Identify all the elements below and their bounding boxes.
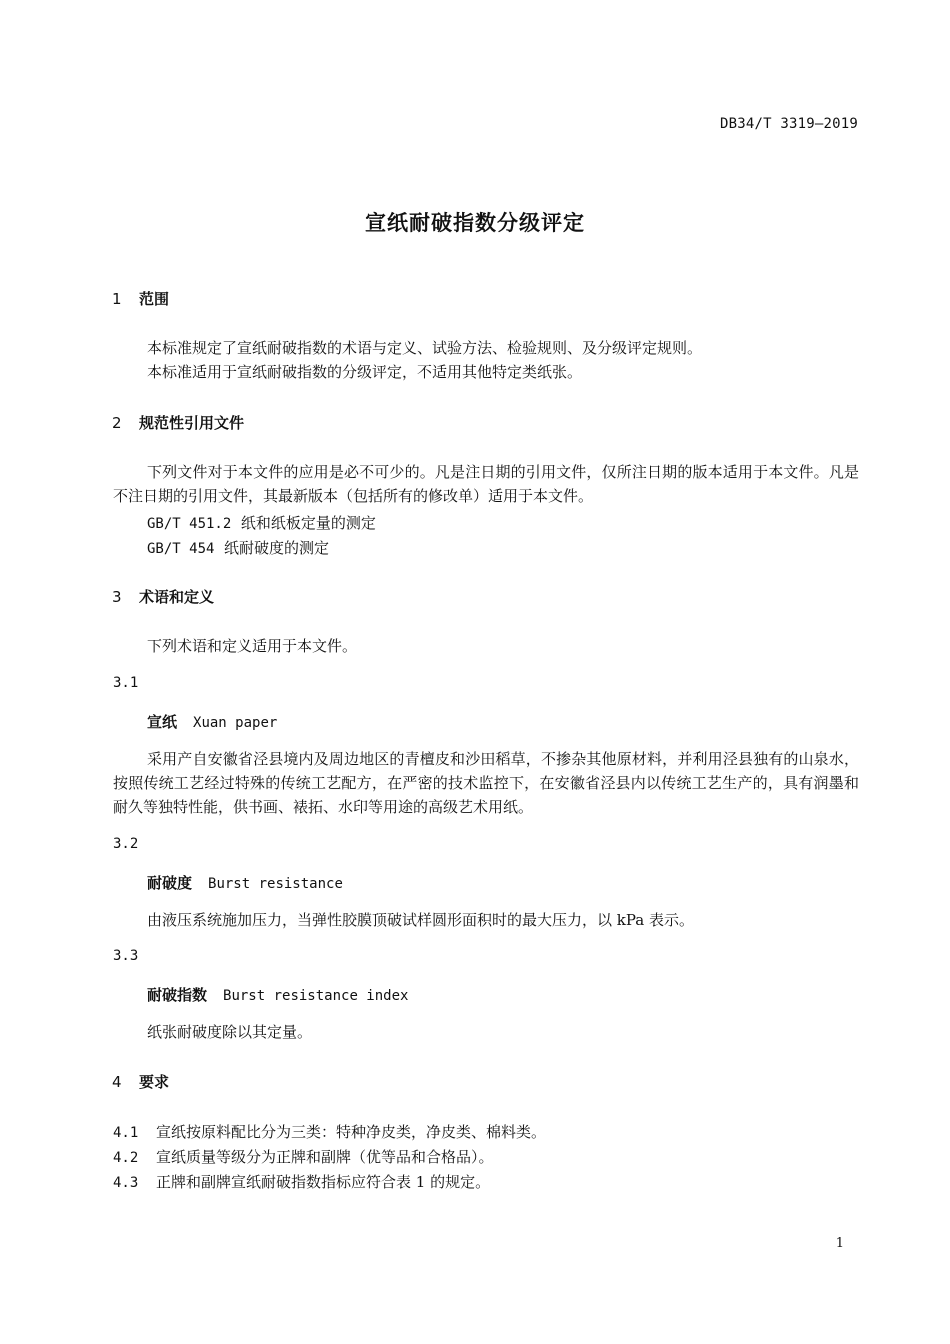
requirement-text: 正牌和副牌宣纸耐破指数指标应符合表 1 的规定。 (156, 1173, 491, 1191)
section-1-paragraph-2: 本标准适用于宣纸耐破指数的分级评定，不适用其他特定类纸张。 (147, 363, 583, 381)
term-definition: 由液压系统施加压力，当弹性胶膜顶破试样圆形面积时的最大压力，以 kPa 表示。 (147, 911, 694, 929)
section-1-heading (112, 288, 169, 309)
term-english: Burst resistance index (223, 988, 409, 1004)
section-number: 2 (112, 414, 122, 432)
term-number: 3.2 (113, 836, 139, 852)
reference-name: 纸和纸板定量的测定 (240, 514, 376, 532)
requirement-item (113, 1121, 546, 1142)
requirement-item (113, 1171, 490, 1192)
section-title: 范围 (139, 290, 170, 308)
term-english: Xuan paper (193, 715, 278, 731)
document-title: 宣纸耐破指数分级评定 (365, 211, 585, 235)
reference-item (147, 537, 329, 558)
term-heading (147, 984, 408, 1005)
reference-code: GB/T 451.2 (147, 516, 232, 532)
section-number: 1 (112, 290, 122, 308)
section-3-paragraph-1: 下列术语和定义适用于本文件。 (147, 637, 358, 655)
term-chinese: 宣纸 (147, 713, 178, 731)
term-definition: 纸张耐破度除以其定量。 (147, 1023, 313, 1041)
requirement-number: 4.2 (113, 1150, 139, 1166)
term-heading (147, 711, 277, 732)
term-chinese: 耐破指数 (147, 986, 208, 1004)
section-number: 4 (112, 1073, 122, 1091)
term-heading (147, 872, 343, 893)
section-2-heading (112, 412, 244, 433)
term-number: 3.1 (113, 675, 139, 691)
requirement-number: 4.1 (113, 1125, 139, 1141)
reference-name: 纸耐破度的测定 (223, 539, 329, 557)
term-definition: 采用产自安徽省泾县境内及周边地区的青檀皮和沙田稻草，不掺杂其他原材料，并利用泾县独有的山泉水，按照传统工艺经过特殊的传统工艺配方，在严密的技术监控下，在安徽省泾县内以传统工艺生产的，具有润墨和耐久等独特性能，供书画、裱拓、水印等用途的高级艺术用纸。 (113, 750, 859, 816)
section-4-heading (112, 1071, 169, 1092)
requirement-item (113, 1146, 494, 1167)
section-3-heading (112, 586, 214, 607)
section-1-paragraph-1: 本标准规定了宣纸耐破指数的术语与定义、试验方法、检验规则、及分级评定规则。 (147, 339, 703, 357)
requirement-text: 宣纸按原料配比分为三类：特种净皮类，净皮类、棉料类。 (156, 1123, 547, 1141)
section-number: 3 (112, 588, 122, 606)
page-number: 1 (835, 1236, 844, 1251)
section-title: 规范性引用文件 (139, 414, 245, 432)
requirement-text: 宣纸质量等级分为正牌和副牌（优等品和合格品）。 (156, 1148, 494, 1166)
term-chinese: 耐破度 (147, 874, 193, 892)
reference-item (147, 512, 376, 533)
section-2-paragraph-1: 下列文件对于本文件的应用是必不可少的。凡是注日期的引用文件，仅所注日期的版本适用于本文件。凡是不注日期的引用文件，其最新版本（包括所有的修改单）适用于本文件。 (113, 463, 859, 505)
term-number: 3.3 (113, 948, 139, 964)
section-title: 要求 (139, 1073, 170, 1091)
requirement-number: 4.3 (113, 1175, 139, 1191)
reference-code: GB/T 454 (147, 541, 215, 557)
section-title: 术语和定义 (139, 588, 215, 606)
term-english: Burst resistance (208, 876, 343, 892)
standard-code: DB34/T 3319—2019 (719, 116, 858, 132)
